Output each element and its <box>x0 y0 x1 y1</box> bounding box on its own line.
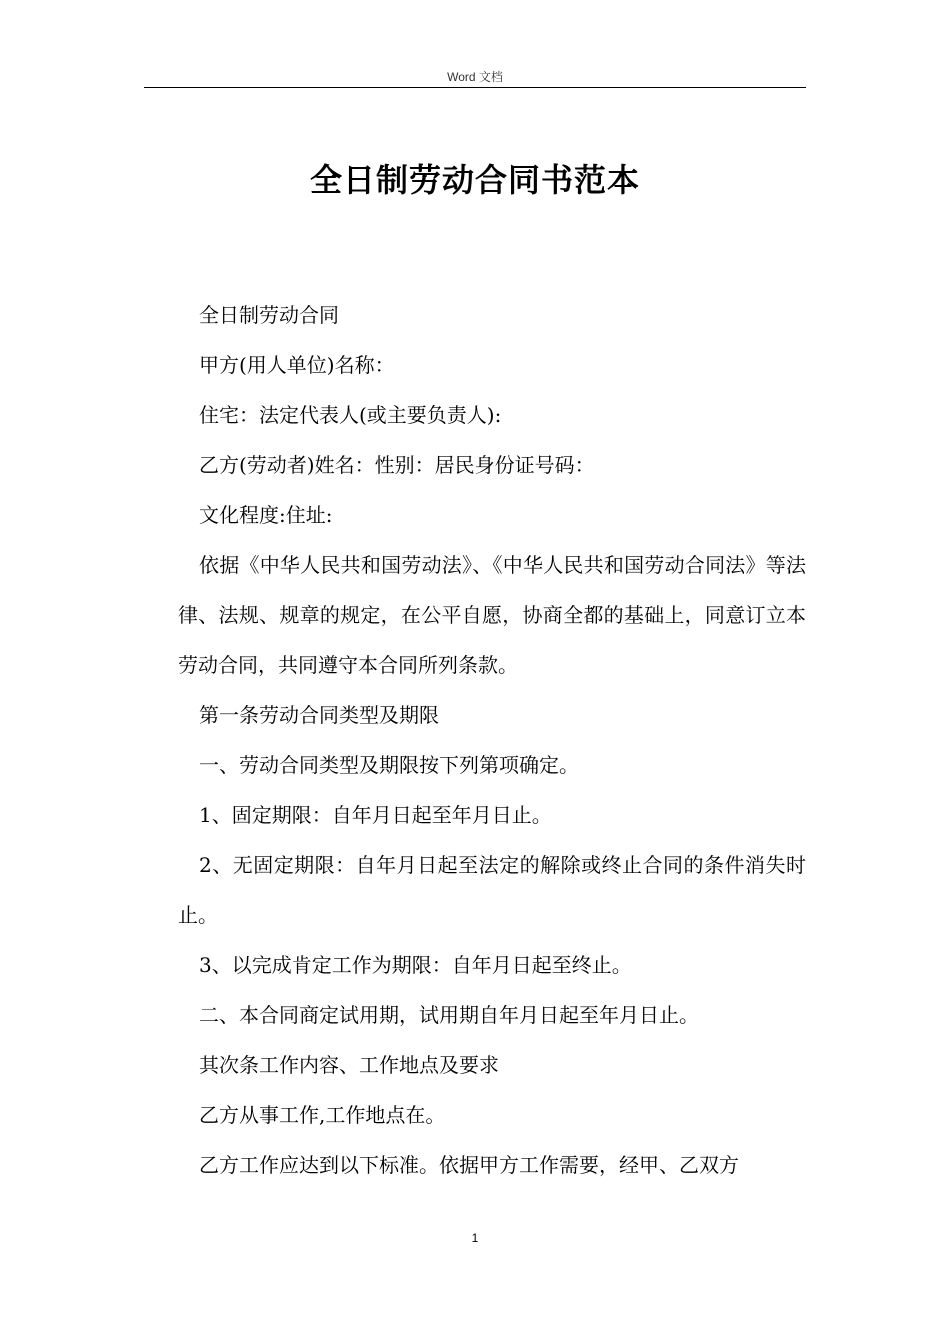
paragraph: 乙方(劳动者)姓名：性别：居民身份证号码： <box>199 453 595 477</box>
paragraph: 甲方(用人单位)名称： <box>199 353 395 377</box>
paragraph: 全日制劳动合同 <box>199 303 339 327</box>
paragraph: 第一条劳动合同类型及期限 <box>199 703 439 727</box>
paragraph: 3、以完成肯定工作为期限：自年月日起至终止。 <box>199 953 632 977</box>
paragraph: 其次条工作内容、工作地点及要求 <box>199 1053 499 1077</box>
paragraph: 乙方从事工作,工作地点在。 <box>199 1103 446 1127</box>
header-divider <box>144 87 806 88</box>
paragraph: 二、本合同商定试用期，试用期自年月日起至年月日止。 <box>199 1003 699 1027</box>
paragraph: 一、劳动合同类型及期限按下列第项确定。 <box>199 753 579 777</box>
document-body <box>178 290 806 1190</box>
document-title: 全日制劳动合同书范本 <box>309 161 640 199</box>
paragraph: 乙方工作应达到以下标准。依据甲方工作需要，经甲、乙双方 <box>199 1153 739 1177</box>
page-number: 1 <box>471 1231 479 1245</box>
paragraph: 文化程度:住址: <box>199 503 333 527</box>
paragraph: 依据《中华人民共和国劳动法》、《中华人民共和国劳动合同法》等法律、法规、规章的规定，在公平自愿，协商全都的基础上，同意订立本劳动合同，共同遵守本合同所列条款。 <box>178 553 806 677</box>
paragraph: 住宅：法定代表人(或主要负责人): <box>199 403 502 427</box>
paragraph: 1、固定期限：自年月日起至年月日止。 <box>199 803 552 827</box>
paragraph: 2、无固定期限：自年月日起至法定的解除或终止合同的条件消失时止。 <box>178 853 806 927</box>
page-header: Word 文档 <box>447 70 503 84</box>
